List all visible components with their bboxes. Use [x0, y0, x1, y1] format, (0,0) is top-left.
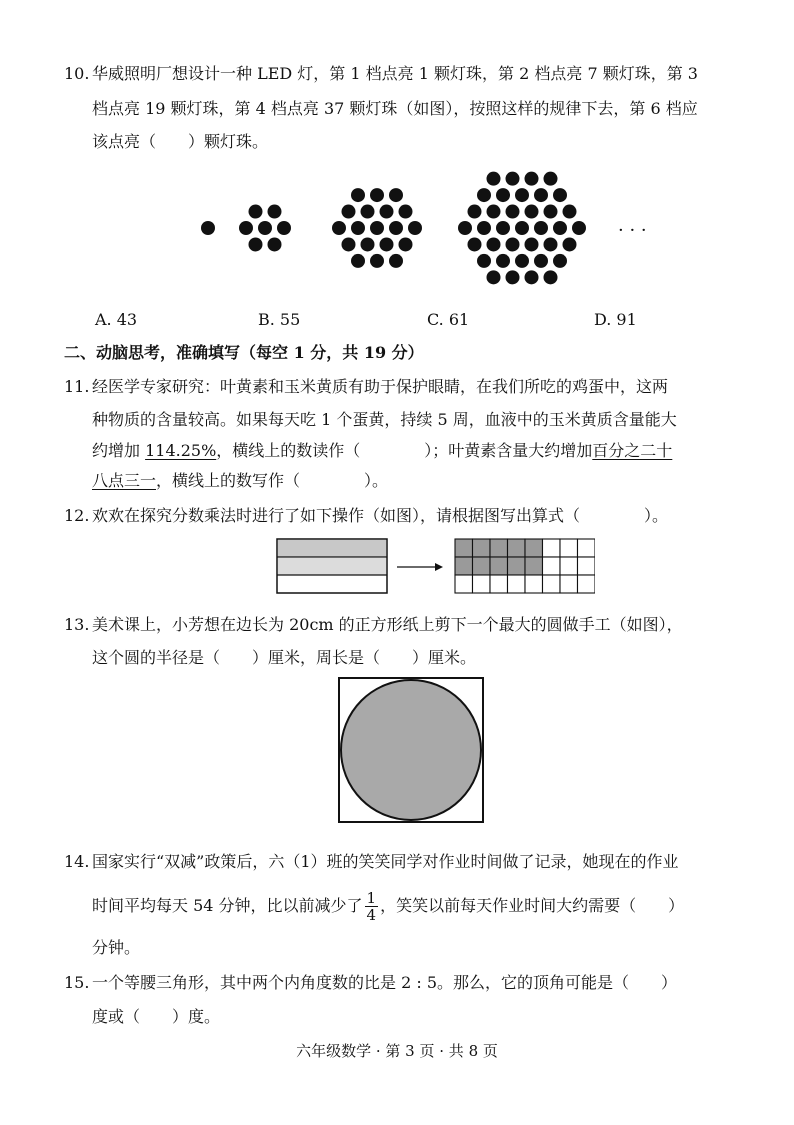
led-bead: [496, 221, 510, 235]
led-bead: [389, 221, 403, 235]
q10-line3: 该点亮（ ）颗灯珠。: [92, 132, 269, 151]
q10-ellipsis: · · ·: [618, 220, 647, 241]
q11-number: 11.: [64, 377, 90, 396]
led-bead: [496, 188, 510, 202]
grid-cell: [473, 575, 491, 593]
grid-cell: [578, 557, 596, 575]
led-bead: [468, 205, 482, 219]
led-bead: [370, 221, 384, 235]
q10-line2: 档点亮 19 颗灯珠，第 4 档点亮 37 颗灯珠（如图），按照这样的规律下去，第 6 档应: [92, 99, 698, 118]
led-bead: [361, 205, 375, 219]
q10-option-d: D. 91: [594, 310, 637, 329]
grid-cell: [455, 575, 473, 593]
led-bead: [380, 237, 394, 251]
led-bead: [351, 254, 365, 268]
grid-cell: [543, 539, 561, 557]
led-bead: [515, 254, 529, 268]
grid-cell-shaded: [508, 539, 526, 557]
led-bead: [515, 188, 529, 202]
led-bead: [506, 237, 520, 251]
grid-cell-shaded: [473, 539, 491, 557]
led-bead: [544, 172, 558, 186]
led-stage-1: [201, 221, 215, 235]
q12-number: 12.: [64, 506, 90, 525]
led-bead: [534, 221, 548, 235]
led-bead: [525, 270, 539, 284]
led-bead: [277, 221, 291, 235]
fraction-denominator: 4: [366, 906, 377, 924]
grid-cell: [578, 539, 596, 557]
led-pattern-figure: [0, 165, 794, 295]
led-bead: [506, 172, 520, 186]
q10-option-a: A. 43: [95, 310, 138, 329]
led-bead: [525, 237, 539, 251]
led-bead: [370, 254, 384, 268]
led-bead: [487, 172, 501, 186]
q11-line3-b: ，横线上的数读作（ ）；叶黄素含量大约增加: [216, 441, 593, 460]
q11-line3: [92, 440, 672, 462]
q13-line1: 美术课上，小芳想在边长为 20cm 的正方形纸上剪下一个最大的圆做手工（如图），: [92, 615, 683, 634]
led-bead: [399, 205, 413, 219]
grid-cell: [543, 575, 561, 593]
led-bead: [544, 205, 558, 219]
led-bead: [458, 221, 472, 235]
q14-line2-b: ，笑笑以前每天作业时间大约需要（ ）: [380, 896, 685, 915]
grid-cell-shaded: [455, 557, 473, 575]
q11-underlined-words-2: 八点三一: [92, 471, 157, 490]
fraction-one-quarter: [365, 890, 379, 923]
led-bead: [389, 254, 403, 268]
grid-cell: [560, 557, 578, 575]
q11-line4: [92, 470, 388, 492]
grid-cell-shaded: [490, 539, 508, 557]
led-bead: [563, 205, 577, 219]
led-stage-4: [458, 172, 586, 285]
q14-line2: [92, 886, 684, 926]
led-bead: [572, 221, 586, 235]
led-bead: [361, 237, 375, 251]
led-bead: [534, 188, 548, 202]
led-bead: [239, 221, 253, 235]
led-bead: [389, 188, 403, 202]
right-grid: [455, 539, 595, 593]
q13-line2: 这个圆的半径是（ ）厘米，周长是（ ）厘米。: [92, 648, 477, 667]
led-bead: [351, 188, 365, 202]
arrow-icon: [397, 563, 443, 571]
led-bead: [515, 221, 529, 235]
led-bead: [477, 221, 491, 235]
q14-line2-a: 时间平均每天 54 分钟，比以前减少了: [92, 896, 363, 915]
led-bead: [506, 205, 520, 219]
grid-cell: [543, 557, 561, 575]
q15-number: 15.: [64, 973, 90, 992]
grid-cell: [560, 575, 578, 593]
grid-cell: [525, 575, 543, 593]
led-bead: [487, 270, 501, 284]
led-bead: [258, 221, 272, 235]
q11-underlined-percent: 114.25%: [145, 441, 217, 460]
q14-line3: 分钟。: [92, 938, 141, 957]
q15-line1: 一个等腰三角形，其中两个内角度数的比是 2 : 5。那么，它的顶角可能是（ ）: [92, 973, 678, 992]
grid-cell: [560, 539, 578, 557]
grid-cell-shaded: [490, 557, 508, 575]
led-bead: [553, 254, 567, 268]
q14-line1: 国家实行“双减”政策后，六（1）班的笑笑同学对作业时间做了记录，她现在的作业: [92, 852, 679, 871]
led-bead: [332, 221, 346, 235]
led-bead: [380, 205, 394, 219]
q13-number: 13.: [64, 615, 90, 634]
led-bead: [468, 237, 482, 251]
q11-line1: 经医学专家研究：叶黄素和玉米黄质有助于保护眼睛，在我们所吃的鸡蛋中，这两: [92, 377, 669, 396]
led-bead: [399, 237, 413, 251]
grid-cell-shaded: [508, 557, 526, 575]
q11-underlined-words: 百分之二十: [592, 441, 673, 460]
q11-line3-a: 约增加: [92, 441, 146, 460]
led-bead: [487, 237, 501, 251]
led-bead: [268, 237, 282, 251]
grid-cell: [490, 575, 508, 593]
grid-cell-shaded: [455, 539, 473, 557]
q12-text: 欢欢在探究分数乘法时进行了如下操作（如图），请根据图写出算式（ ）。: [92, 506, 669, 525]
q10-option-b: B. 55: [258, 310, 301, 329]
led-bead: [525, 172, 539, 186]
led-bead: [487, 205, 501, 219]
inscribed-circle: [341, 680, 481, 820]
grid-cell-shaded: [473, 557, 491, 575]
led-bead: [370, 188, 384, 202]
led-bead: [408, 221, 422, 235]
led-bead: [544, 237, 558, 251]
q11-line4-b: ，横线上的数写作（ ）。: [156, 471, 389, 490]
led-stage-2: [239, 205, 291, 252]
q10-number: 10.: [64, 64, 90, 83]
q11-line2: 种物质的含量较高。如果每天吃 1 个蛋黄，持续 5 周，血液中的玉米黄质含量能大: [92, 410, 677, 429]
led-bead: [477, 254, 491, 268]
fraction-numerator: 1: [366, 889, 377, 907]
led-bead: [351, 221, 365, 235]
led-bead: [477, 188, 491, 202]
led-bead: [201, 221, 215, 235]
led-bead: [553, 188, 567, 202]
led-bead: [534, 254, 548, 268]
led-bead: [553, 221, 567, 235]
fraction-multiplication-figure: [275, 537, 595, 597]
led-bead: [249, 237, 263, 251]
q15-line2: 度或（ ）度。: [92, 1007, 221, 1026]
led-bead: [268, 205, 282, 219]
led-bead: [544, 270, 558, 284]
grid-cell-shaded: [525, 539, 543, 557]
grid-cell-shaded: [525, 557, 543, 575]
q14-number: 14.: [64, 852, 90, 871]
led-bead: [342, 205, 356, 219]
led-bead: [506, 270, 520, 284]
led-stage-3: [332, 188, 422, 268]
q10-option-c: C. 61: [427, 310, 470, 329]
grid-cell: [508, 575, 526, 593]
section2-title: 二、动脑思考，准确填写（每空 1 分，共 19 分）: [64, 343, 424, 362]
q10-line1: 华威照明厂想设计一种 LED 灯，第 1 档点亮 1 颗灯珠，第 2 档点亮 7 颗灯珠，第 3: [92, 64, 698, 83]
led-bead: [496, 254, 510, 268]
square-with-circle-figure: [337, 676, 487, 826]
left-rectangle: [277, 539, 387, 593]
led-bead: [525, 205, 539, 219]
grid-cell: [578, 575, 596, 593]
page-footer: 六年级数学 · 第 3 页 · 共 8 页: [296, 1042, 498, 1060]
led-bead: [563, 237, 577, 251]
led-bead: [249, 205, 263, 219]
led-bead: [342, 237, 356, 251]
